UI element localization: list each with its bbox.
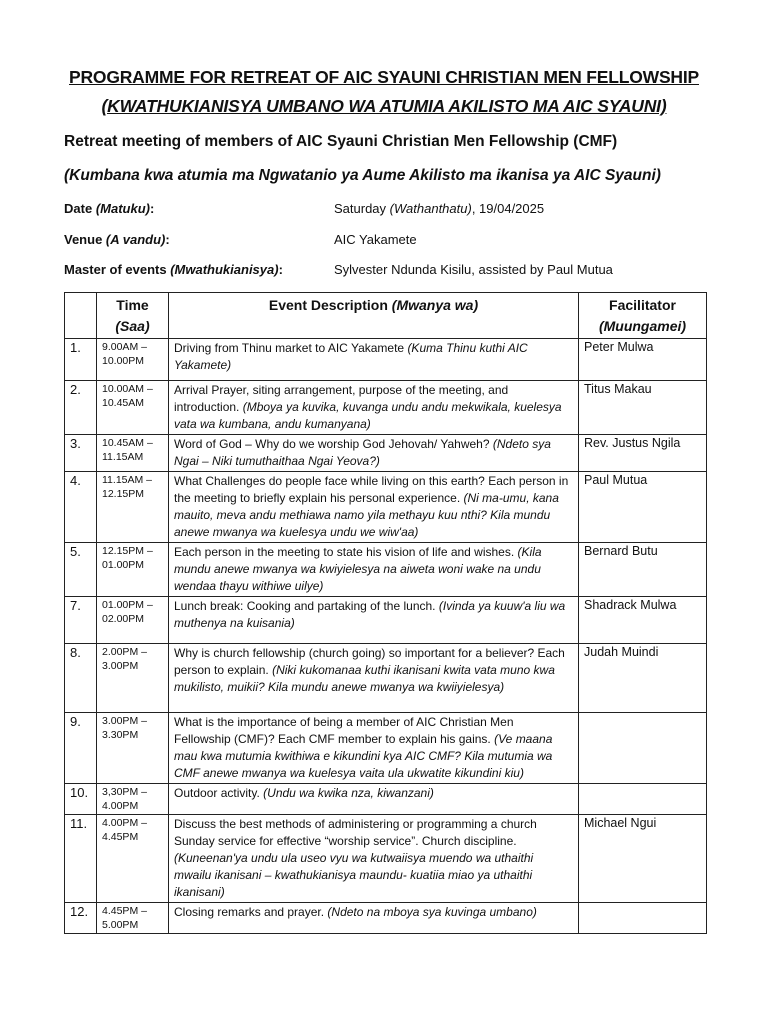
- row-facilitator: Michael Ngui: [579, 815, 707, 903]
- row-time: [97, 381, 169, 435]
- row-time-start: 4.00PM –: [102, 817, 147, 829]
- row-time-start: 4.45PM –: [102, 905, 147, 917]
- table-row: [65, 815, 707, 903]
- table-row: [65, 597, 707, 644]
- table-row: [65, 903, 707, 934]
- row-time-end: 02.00PM: [102, 613, 145, 625]
- row-description-translation: (Ndeto sya Ngai – Niki tumuthaithaa Ngai Yeova?): [174, 437, 551, 468]
- row-time-end: 4.45PM: [102, 831, 139, 843]
- row-facilitator: Bernard Butu: [579, 543, 707, 597]
- row-time-end: 3.30PM: [102, 729, 139, 741]
- table-row: [65, 543, 707, 597]
- row-time-end: 10.45AM: [102, 397, 145, 409]
- row-event-description: [169, 339, 579, 381]
- header-time: Time (Saa): [97, 293, 169, 339]
- row-facilitator: Paul Mutua: [579, 472, 707, 543]
- row-description-english: Outdoor activity.: [174, 786, 260, 800]
- row-description-translation: (Ni ma-umu, kana mauito, meva andu methiawa namo yila methayu kuu nthi? Kila mundu anewe mwanya wa kuelesya undu we wiw'aa): [174, 491, 559, 539]
- row-facilitator: Judah Muindi: [579, 644, 707, 713]
- row-time: [97, 543, 169, 597]
- row-number: 4.: [65, 472, 97, 543]
- row-time: [97, 597, 169, 644]
- row-description-translation: (Mboya ya kuvika, kuvanga undu andu mekwikala, kuelesya vata wa kumbana, andu kumanyana): [174, 400, 562, 431]
- row-number: 11.: [65, 815, 97, 903]
- row-description-translation: (Kuneenan'ya undu ula useo vyu wa kutwaiisya muendo wa uthaithi mwailu ikanisani – kwathukianisya maundu- kuatiia miao ya uthaithi ikanisani): [174, 851, 534, 899]
- header-event-description: Event Description (Mwanya wa): [169, 293, 579, 339]
- programme-table: [64, 292, 707, 934]
- date-label: Date (Matuku):: [64, 201, 155, 216]
- row-time-start: 3,30PM –: [102, 786, 147, 798]
- row-description-translation: (Ivinda ya kuuw'a liu wa muthenya na kuisania): [174, 599, 566, 630]
- row-time: [97, 784, 169, 815]
- document-title: PROGRAMME FOR RETREAT OF AIC SYAUNI CHRISTIAN MEN FELLOWSHIP: [69, 67, 699, 87]
- row-number: 8.: [65, 644, 97, 713]
- row-event-description: [169, 435, 579, 472]
- row-number: 2.: [65, 381, 97, 435]
- row-time-start: 10.45AM –: [102, 437, 153, 449]
- row-event-description: [169, 903, 579, 934]
- row-time-end: 4.00PM: [102, 800, 139, 812]
- row-time: [97, 435, 169, 472]
- retreat-subtitle-translation: (Kumbana kwa atumia ma Ngwatanio ya Aume Akilisto ma ikanisa ya AIC Syauni): [64, 167, 661, 184]
- table-row: [65, 339, 707, 381]
- row-time: [97, 903, 169, 934]
- table-row: [65, 381, 707, 435]
- row-time: [97, 713, 169, 784]
- date-value: Saturday (Wathanthatu), 19/04/2025: [334, 201, 545, 216]
- master-of-events-label: Master of events (Mwathukianisya):: [64, 262, 283, 277]
- row-time-start: 2.00PM –: [102, 646, 147, 658]
- row-time-start: 12.15PM –: [102, 545, 153, 557]
- row-time-end: 5.00PM: [102, 919, 139, 931]
- row-time-start: 10.00AM –: [102, 383, 153, 395]
- row-time-end: 11.15AM: [102, 451, 144, 463]
- row-description-translation: (Kila mundu anewe mwanya wa kwiyielesya na aiweta woni wake na undu wendaa thayu withiwe uilye): [174, 545, 542, 593]
- row-facilitator: [579, 903, 707, 934]
- row-event-description: [169, 597, 579, 644]
- row-description-english: Closing remarks and prayer.: [174, 905, 325, 919]
- header-facilitator: Facilitator (Muungamei): [579, 293, 707, 339]
- row-number: 1.: [65, 339, 97, 381]
- row-description-english: What is the importance of being a member of AIC Christian Men Fellowship (CMF)? Each CMF member to explain his gains.: [174, 715, 514, 746]
- row-event-description: [169, 815, 579, 903]
- row-description-english: Arrival Prayer, siting arrangement, purpose of the meeting, and introduction.: [174, 383, 509, 414]
- table-row: [65, 784, 707, 815]
- row-description-english: Why is church fellowship (church going) so important for a believer? Each person to explain.: [174, 646, 565, 677]
- row-description-english: Lunch break: Cooking and partaking of the lunch.: [174, 599, 436, 613]
- row-description-english: Driving from Thinu market to AIC Yakamete: [174, 341, 405, 355]
- row-event-description: [169, 713, 579, 784]
- row-time: [97, 815, 169, 903]
- row-description-english: Word of God – Why do we worship God Jehovah/ Yahweh?: [174, 437, 490, 451]
- row-facilitator: Peter Mulwa: [579, 339, 707, 381]
- row-time-start: 01.00PM –: [102, 599, 153, 611]
- table-row: [65, 472, 707, 543]
- table-header-row: [65, 293, 707, 339]
- row-time: [97, 644, 169, 713]
- row-facilitator: Titus Makau: [579, 381, 707, 435]
- header-number: [65, 293, 97, 339]
- table-row: [65, 644, 707, 713]
- row-facilitator: Rev. Justus Ngila: [579, 435, 707, 472]
- row-description-translation: (Ndeto na mboya sya kuvinga umbano): [327, 905, 537, 919]
- row-number: 12.: [65, 903, 97, 934]
- row-number: 3.: [65, 435, 97, 472]
- row-time-start: 3.00PM –: [102, 715, 147, 727]
- row-time: [97, 339, 169, 381]
- row-description-translation: (Undu wa kwika nza, kiwanzani): [263, 786, 434, 800]
- retreat-subtitle: Retreat meeting of members of AIC Syauni Christian Men Fellowship (CMF): [64, 133, 618, 150]
- row-time-end: 12.15PM: [102, 488, 145, 500]
- row-time-end: 3.00PM: [102, 660, 139, 672]
- row-description-english: Each person in the meeting to state his vision of life and wishes.: [174, 545, 515, 559]
- row-event-description: [169, 784, 579, 815]
- row-description-translation: (Ve maana mau kwa mutumia kwithiwa e kikundini kya AIC CMF? Kila mutumia wa CMF anewe mwanya wa kuelesya vaita ula ukwatite kikundini kiu): [174, 732, 553, 780]
- row-description-translation: (Niki kukomanaa kuthi ikanisani kwita vata muno kwa mukilisto, muikii? Kila mundu anewe mwanya wa kwiiyielesya): [174, 663, 555, 694]
- row-description-translation: (Kuma Thinu kuthi AIC Yakamete): [174, 341, 528, 372]
- row-event-description: [169, 472, 579, 543]
- row-event-description: [169, 381, 579, 435]
- row-description-english: Discuss the best methods of administering or programming a church Sunday service for effective “worship service”. Church discipline.: [174, 817, 537, 848]
- table-row: [65, 713, 707, 784]
- row-event-description: [169, 644, 579, 713]
- row-description-english: What Challenges do people face while living on this earth? Each person in the meeting to briefly explain his personal experience.: [174, 474, 569, 505]
- master-of-events-value: Sylvester Ndunda Kisilu, assisted by Paul Mutua: [334, 262, 613, 277]
- row-time-start: 11.15AM –: [102, 474, 153, 486]
- row-time-end: 10.00PM: [102, 355, 145, 367]
- row-number: 7.: [65, 597, 97, 644]
- row-number: 9.: [65, 713, 97, 784]
- row-number: 5.: [65, 543, 97, 597]
- venue-label: Venue (A vandu):: [64, 232, 170, 247]
- row-time: [97, 472, 169, 543]
- row-time-start: 9.00AM –: [102, 341, 147, 353]
- row-facilitator: Shadrack Mulwa: [579, 597, 707, 644]
- row-time-end: 01.00PM: [102, 559, 145, 571]
- row-event-description: [169, 543, 579, 597]
- table-row: [65, 435, 707, 472]
- document-title-translation: (KWATHUKIANISYA UMBANO WA ATUMIA AKILISTO MA AIC SYAUNI): [101, 96, 667, 116]
- row-facilitator: [579, 784, 707, 815]
- venue-value: AIC Yakamete: [334, 232, 417, 247]
- row-facilitator: [579, 713, 707, 784]
- row-number: 10.: [65, 784, 97, 815]
